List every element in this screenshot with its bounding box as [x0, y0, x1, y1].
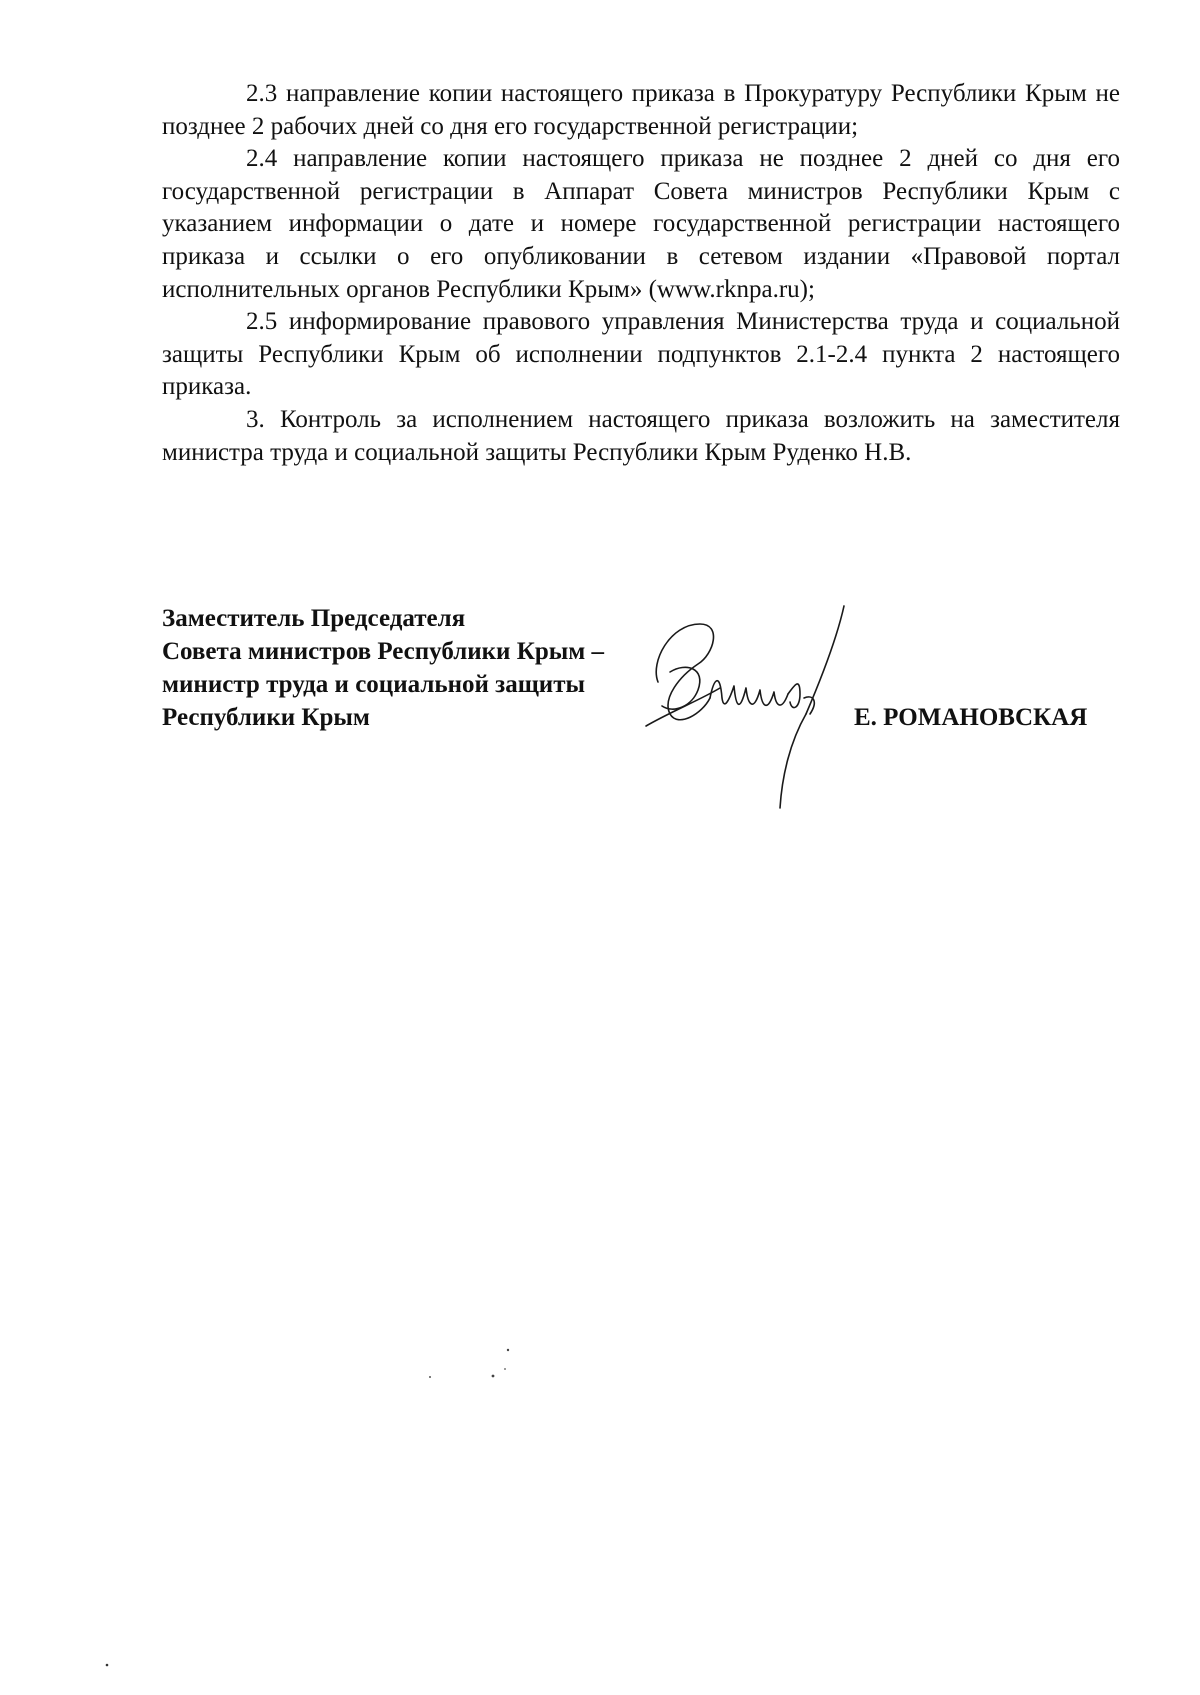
paragraph-2-5: 2.5 информирование правового управления Министерства труда и социальной защиты Республики Крым об исполнении подпунктов 2.1-2.4 пункта 2 настоящего приказа. [162, 308, 1120, 401]
signatory-title-line: Заместитель Председателя [162, 605, 466, 632]
paragraph-3: 3. Контроль за исполнением настоящего приказа возложить на заместителя министра труда и социальной защиты Республики Крым Руденко Н.В. [162, 405, 1120, 466]
signatory-title [162, 602, 604, 734]
signatory-title-line: Республики Крым [162, 704, 370, 731]
signatory-title-line: Совета министров Республики Крым – [162, 638, 605, 665]
paragraph-2-4: 2.4 направление копии настоящего приказа не позднее 2 дней со дня его государственной регистрации в Аппарат Совета министров Республики Крым с указанием информации о дате и номере государственной регистрации настоящего приказа и ссылки о его опубликовании в сетевом издании «Правовой портал исполнительных органов Республики Крым» (www.rknpa.ru); [162, 145, 1120, 303]
handwritten-signature [640, 602, 880, 822]
signature-block [162, 602, 1122, 822]
paragraph-2-3: 2.3 направление копии настоящего приказа в Прокуратуру Республики Крым не позднее 2 рабочих дней со дня его государственной регистрации; [162, 80, 1120, 140]
signatory-name: Е. РОМАНОВСКАЯ [854, 704, 1088, 731]
document-body [162, 78, 1120, 469]
signatory-title-line: министр труда и социальной защиты [162, 671, 585, 698]
